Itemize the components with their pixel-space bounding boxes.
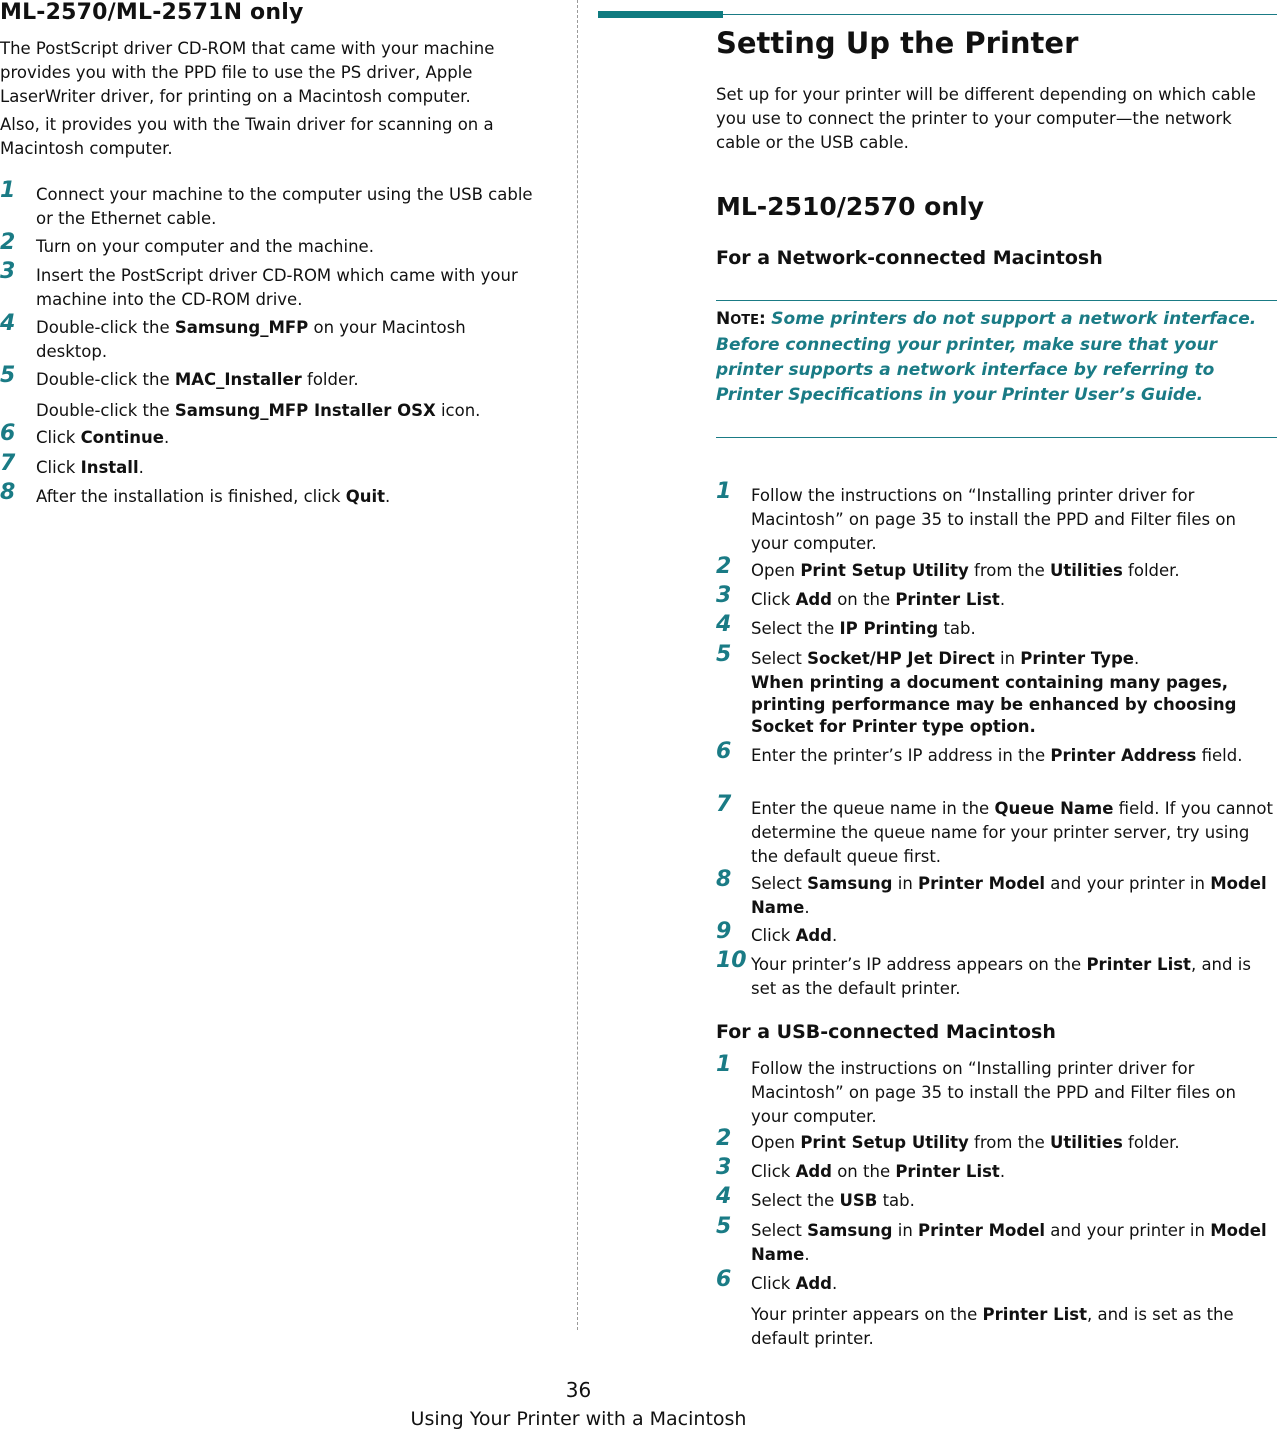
note-label: NOTE: xyxy=(716,309,766,329)
step-number: 4 xyxy=(0,311,16,336)
step-text: Click Add. xyxy=(751,1274,838,1293)
step-number: 5 xyxy=(0,363,16,388)
section-heading: ML-2570/ML-2571N only xyxy=(0,0,304,25)
step-number: 1 xyxy=(716,479,732,504)
step-number: 6 xyxy=(716,739,732,764)
step-number: 2 xyxy=(0,230,16,255)
twain-paragraph: Also, it provides you with the Twain driver for scanning on a Macintosh computer. xyxy=(0,115,494,158)
step-number: 6 xyxy=(716,1267,732,1292)
step-number: 10 xyxy=(716,948,747,973)
step-number: 1 xyxy=(0,178,16,203)
step-text: Click Add on the Printer List. xyxy=(751,1162,1006,1181)
step-text: Open Print Setup Utility from the Utilities folder. xyxy=(751,561,1180,580)
step-number: 3 xyxy=(716,583,732,608)
step-number: 5 xyxy=(716,1214,732,1239)
footer-title: Using Your Printer with a Macintosh xyxy=(410,1408,747,1430)
step-text: Open Print Setup Utility from the Utilities folder. xyxy=(751,1133,1180,1152)
step-number: 4 xyxy=(716,1184,732,1209)
step-text: Select Samsung in Printer Model and your printer in Model Name. xyxy=(751,874,1267,917)
setup-intro: Set up for your printer will be different depending on which cable you use to connect the printer to your computer—the network cable or the USB cable. xyxy=(716,85,1256,152)
step-number: 3 xyxy=(716,1155,732,1180)
step-text: Click Add on the Printer List. xyxy=(751,590,1006,609)
step-number: 2 xyxy=(716,1126,732,1151)
step-text: Your printer’s IP address appears on the Printer List, and is set as the default printer. xyxy=(751,955,1251,998)
step-text: Follow the instructions on “Installing printer driver for Macintosh” on page 35 to install the PPD and Filter files on your computer. xyxy=(751,1059,1236,1126)
step-number: 1 xyxy=(716,1052,732,1077)
step-number: 5 xyxy=(716,642,732,667)
step-text: Select the IP Printing tab. xyxy=(751,619,976,638)
step-text: Double-click the MAC_Installer folder. xyxy=(36,370,359,389)
step-number: 8 xyxy=(0,480,16,505)
step-number: 7 xyxy=(0,451,16,476)
step-text: Your printer appears on the Printer List, and is set as the default printer. xyxy=(751,1305,1234,1348)
step-number: 6 xyxy=(0,421,16,446)
step-number: 8 xyxy=(716,867,732,892)
step-text: Double-click the Samsung_MFP on your Macintosh desktop. xyxy=(36,318,466,361)
step-text: Connect your machine to the computer using the USB cable or the Ethernet cable. xyxy=(36,185,533,228)
step-tip-text: When printing a document containing many pages, printing performance may be enhanced by choosing Socket for Printer type option. xyxy=(751,673,1237,736)
step-number: 4 xyxy=(716,612,732,637)
step-text: Select Socket/HP Jet Direct in Printer Type. xyxy=(751,649,1140,668)
header-accent-bar xyxy=(598,11,723,18)
step-text: Click Add. xyxy=(751,926,838,945)
note-box xyxy=(716,300,1277,438)
step-number: 7 xyxy=(716,792,732,817)
step-text: Enter the printer’s IP address in the Printer Address field. xyxy=(751,746,1243,765)
model-subheading: ML-2510/2570 only xyxy=(716,192,985,221)
page-title: Setting Up the Printer xyxy=(716,26,1079,60)
step-number: 3 xyxy=(0,259,16,284)
step-text: Select the USB tab. xyxy=(751,1191,915,1210)
intro-paragraph: The PostScript driver CD-ROM that came with your machine provides you with the PPD file to use the PS driver, Apple LaserWriter driver, for printing on a Macintosh computer. xyxy=(0,39,495,106)
step-number: 9 xyxy=(716,919,732,944)
step-text: Click Continue. xyxy=(36,428,170,447)
step-number: 2 xyxy=(716,554,732,579)
page-number: 36 xyxy=(565,1378,592,1402)
step-text: Turn on your computer and the machine. xyxy=(36,237,374,256)
step-text: Select Samsung in Printer Model and your printer in Model Name. xyxy=(751,1221,1267,1264)
note-text: Some printers do not support a network interface. Before connecting your printer, make sure that your printer supports a network interface by referring to Printer Specifications in your Printer User’s Guide. xyxy=(716,309,1257,405)
step-text: Enter the queue name in the Queue Name field. If you cannot determine the queue name for your printer server, try using the default queue first. xyxy=(751,799,1273,866)
step-text: After the installation is finished, click Quit. xyxy=(36,487,391,506)
step-text: Double-click the Samsung_MFP Installer OSX icon. xyxy=(36,401,481,420)
step-text: Insert the PostScript driver CD-ROM which came with your machine into the CD-ROM drive. xyxy=(36,266,518,309)
network-heading: For a Network-connected Macintosh xyxy=(716,247,1103,269)
step-text: Follow the instructions on “Installing printer driver for Macintosh” on page 35 to install the PPD and Filter files on your computer. xyxy=(751,486,1236,553)
step-text: Click Install. xyxy=(36,458,144,477)
usb-heading: For a USB-connected Macintosh xyxy=(716,1021,1056,1043)
column-divider xyxy=(577,0,578,1330)
